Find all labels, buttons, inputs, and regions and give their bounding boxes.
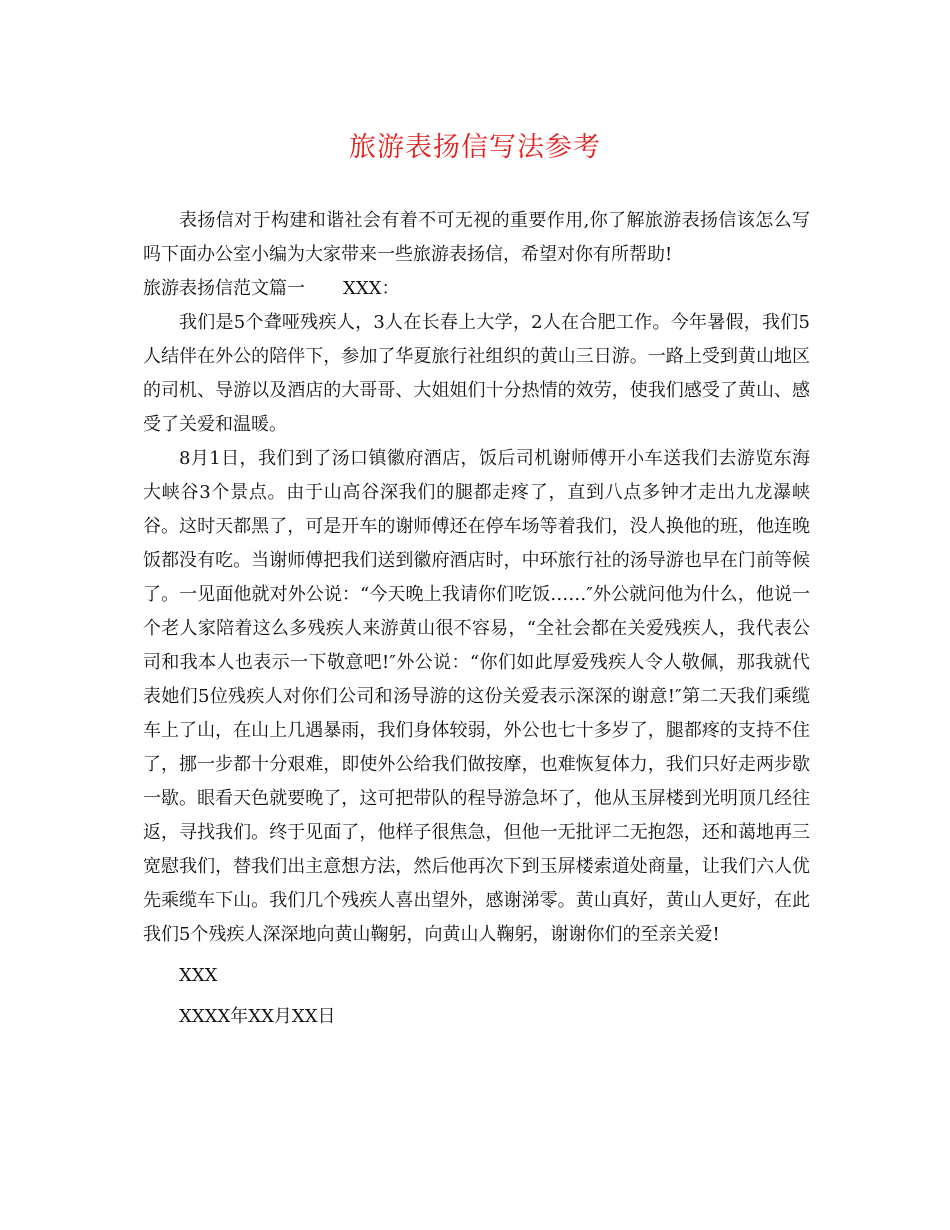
section-heading: 旅游表扬信范文篇一	[143, 278, 305, 299]
signature-date: XXXX年XX月XX日	[179, 1006, 336, 1027]
body-paragraph-1: 我们是5个聋哑残疾人，3人在长春上大学，2人在合肥工作。今年暑假，我们5人结伴在外公的陪伴下，参加了华夏旅行社组织的黄山三日游。一路上受到黄山地区的司机、导游以及酒店的大哥哥、大姐姐们十分热情的效劳，使我们感受了黄山、感受了关爱和温暖。	[143, 312, 810, 435]
document-body	[143, 204, 810, 1034]
section-heading-line	[143, 272, 810, 306]
document-title: 旅游表扬信写法参考	[349, 132, 601, 163]
body-paragraph-2: 8月1日，我们到了汤口镇徽府酒店，饭后司机谢师傅开小车送我们去游览东海大峡谷3个景点。由于山高谷深我们的腿都走疼了，直到八点多钟才走出九龙瀑峡谷。这时天都黑了，可是开车的谢师傅还在停车场等着我们，没人换他的班，他连晚饭都没有吃。当谢师傅把我们送到徽府酒店时，中环旅行社的汤导游也早在门前等候了。一见面他就对外公说：“今天晚上我请你们吃饭……″外公就问他为什么，他说一个老人家陪着这么多残疾人来游黄山很不容易，“全社会都在关爱残疾人，我代表公司和我本人也表示一下敬意吧!″外公说：“你们如此厚爱残疾人令人敬佩，那我就代表她们5位残疾人对你们公司和汤导游的这份关爱表示深深的谢意!″第二天我们乘缆车上了山，在山上几遇暴雨，我们身体较弱，外公也七十多岁了，腿都疼的支持不住了，挪一步都十分艰难，即使外公给我们做按摩，也难恢复体力，我们只好走两步歇一歇。眼看天色就要晚了，这可把带队的程导游急坏了，他从玉屏楼到光明顶几经往返，寻找我们。终于见面了，他样子很焦急，但他一无批评二无抱怨，还和蔼地再三宽慰我们，替我们出主意想方法，然后他再次下到玉屏楼索道处商量，让我们六人优先乘缆车下山。我们几个残疾人喜出望外，感谢涕零。黄山真好，黄山人更好，在此我们5个残疾人深深地向黄山鞠躬，向黄山人鞠躬，谢谢你们的至亲关爱!	[143, 448, 810, 945]
intro-paragraph: 表扬信对于构建和谐社会有着不可无视的重要作用,你了解旅游表扬信该怎么写吗下面办公室小编为大家带来一些旅游表扬信，希望对你有所帮助!	[143, 210, 810, 265]
salutation: XXX：	[343, 278, 400, 299]
signature: XXX	[179, 965, 218, 986]
